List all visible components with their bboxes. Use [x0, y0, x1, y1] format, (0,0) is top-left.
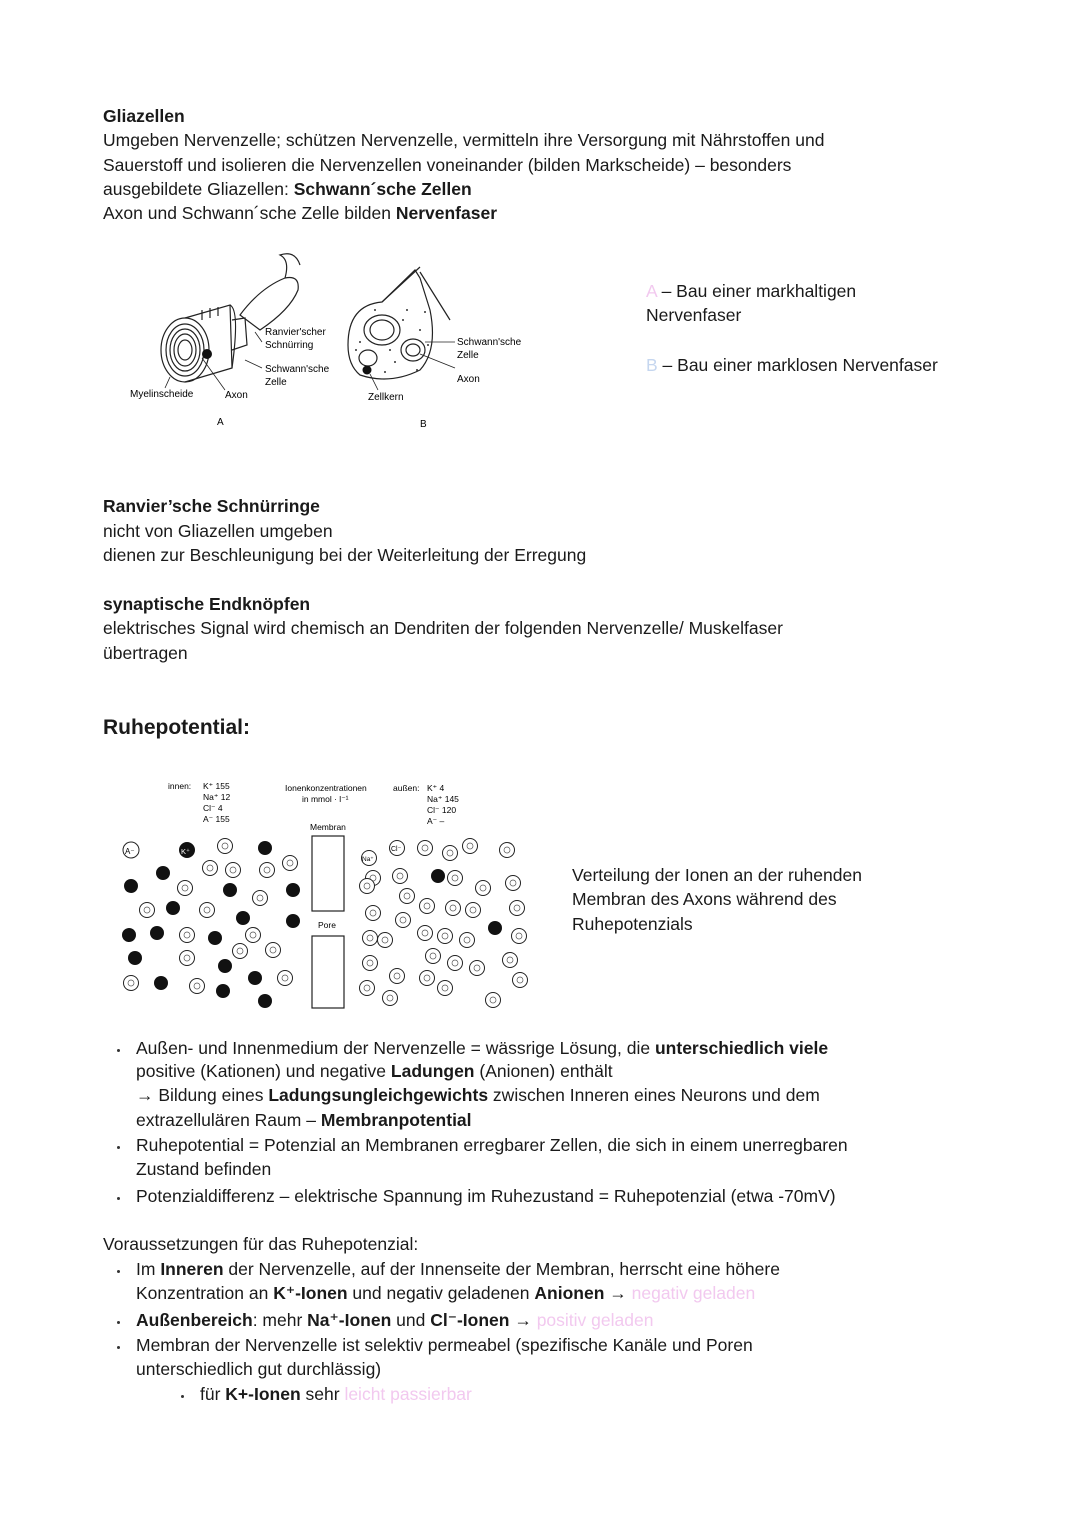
- chloride-ion: [426, 949, 441, 964]
- voraus-b2-bold3: Cl⁻-Ionen: [430, 1310, 510, 1330]
- voraus-b1-line-2: [136, 1281, 755, 1306]
- synapse-line-2: übertragen: [103, 643, 188, 663]
- aussen-k: K⁺ 4: [427, 783, 445, 793]
- voraus-b1-l2-pink: negativ geladen: [631, 1283, 756, 1303]
- glia-line-4: [103, 201, 497, 226]
- anion: [233, 944, 248, 959]
- voraus-b1-l1-bold: Inneren: [160, 1259, 224, 1279]
- label-schwann-b-1: Schwann'sche: [457, 337, 522, 348]
- chloride-ion: [506, 876, 521, 891]
- bullet1-line-2-text: positive (Kationen) und negative: [136, 1061, 391, 1081]
- potassium-ion: [286, 883, 300, 897]
- pore-label: Pore: [318, 920, 336, 930]
- anion: [190, 979, 205, 994]
- ion-cl-sample: Cl⁻: [391, 846, 402, 853]
- sodium-ion: [418, 841, 433, 856]
- anion: [124, 976, 139, 991]
- chloride-ion: [463, 839, 478, 854]
- legend-a-line-1: [646, 279, 856, 304]
- sodium-ion: [180, 928, 195, 943]
- bullet1-line-1-bold: unterschiedlich viele: [654, 1038, 829, 1058]
- chloride-ion: [378, 933, 393, 948]
- innen-na: Na⁺ 12: [203, 792, 231, 802]
- innen-cl: Cl⁻ 4: [203, 803, 223, 813]
- legend-a-line-2: Nervenfaser: [646, 305, 742, 325]
- sodium-ion: [500, 843, 515, 858]
- ion-caption-2: Membran des Axons während des: [572, 889, 837, 909]
- voraus-b1-line-1: [136, 1257, 780, 1282]
- bullet-dot: [117, 1270, 120, 1273]
- voraus-b1-l2-arrow: →: [604, 1283, 632, 1303]
- chloride-ion: [460, 933, 475, 948]
- bullet1-line-3-text: → Bildung eines: [136, 1085, 269, 1105]
- sodium-ion: [512, 929, 527, 944]
- voraus-b3-line-1: Membran der Nervenzelle ist selektiv permeabel (spezifische Kanäle und Poren: [136, 1335, 753, 1355]
- legend-a-letter: A: [646, 281, 657, 301]
- voraus-b2-arrow: →: [509, 1310, 537, 1330]
- voraus-b4-pre: für: [200, 1384, 226, 1404]
- chloride-ion: [476, 881, 491, 896]
- potassium-ion: [128, 951, 142, 965]
- bullet1-line-3-bold: Ladungsungleichgewichts: [268, 1085, 489, 1105]
- potassium-ion: [236, 911, 250, 925]
- ion-k-sample: K⁺: [181, 847, 190, 856]
- ion-caption-3: Ruhepotenzials: [572, 914, 693, 934]
- voraus-b1-l1-pre: Im: [136, 1259, 161, 1279]
- section-title-ruhepotential: Ruhepotential:: [103, 716, 250, 739]
- potassium-ion: [154, 976, 168, 990]
- legend-a-text: – Bau einer markhaltigen: [656, 281, 857, 301]
- sodium-ion: [470, 961, 485, 976]
- sodium-ion: [266, 943, 281, 958]
- potassium-ion: [124, 879, 138, 893]
- nerve-fiber-figure: [120, 250, 540, 440]
- aussen-a: A⁻ –: [427, 816, 445, 826]
- glia-line-3-text: ausgebildete Gliazellen:: [103, 179, 294, 199]
- potassium-ion: [431, 869, 445, 883]
- section-title-gliazellen: Gliazellen: [103, 106, 185, 126]
- label-a: A: [217, 417, 224, 428]
- voraus-b1-l2-bold2: Anionen: [534, 1283, 605, 1303]
- chloride-ion: [393, 869, 408, 884]
- glia-line-3-bold: Schwann´sche Zellen: [293, 179, 472, 199]
- chloride-ion: [420, 899, 435, 914]
- voraus-b2-line: [136, 1308, 653, 1333]
- voraus-b4-line: [200, 1382, 472, 1407]
- glia-line-4-text: Axon und Schwann´sche Zelle bilden: [103, 203, 396, 223]
- figure-b-drawing: [348, 267, 450, 379]
- bullet1-line-3-post: zwischen Inneren eines Neurons und dem: [488, 1085, 820, 1105]
- voraus-title: Voraussetzungen für das Ruhepotenzial:: [103, 1234, 419, 1254]
- voraus-b2-mid2: und: [391, 1310, 431, 1330]
- glia-line-2: Sauerstoff und isolieren die Nervenzellen voneinander (bilden Markscheide) – besonders: [103, 155, 792, 175]
- potassium-ion: [223, 883, 237, 897]
- membran-label: Membran: [310, 822, 346, 832]
- bullet1-line-4-text: extrazellulären Raum –: [136, 1110, 321, 1130]
- potassium-ion: [208, 931, 222, 945]
- figure-a-drawing: [161, 254, 300, 382]
- aussen-cl: Cl⁻ 120: [427, 805, 457, 815]
- bullet-dot: [117, 1049, 120, 1052]
- voraus-b4-bold: K+-Ionen: [225, 1384, 301, 1404]
- label-axon-a: Axon: [225, 390, 248, 401]
- label-ranvier-2: Schnürring: [265, 340, 314, 351]
- chloride-ion: [448, 871, 463, 886]
- label-b: B: [420, 419, 427, 430]
- label-myelinscheide: Myelinscheide: [130, 389, 194, 400]
- bullet2-line-1: Ruhepotential = Potenzial an Membranen erregbarer Zellen, die sich in einem unerregbaren: [136, 1135, 848, 1155]
- voraus-b4-pink: leicht passierbar: [344, 1384, 472, 1404]
- chloride-ion: [400, 889, 415, 904]
- bullet1-line-1-text: Außen- und Innenmedium der Nervenzelle = wässrige Lösung, die: [136, 1038, 655, 1058]
- anion: [246, 928, 261, 943]
- bullet1-line-2-post: (Anionen) enthält: [474, 1061, 613, 1081]
- label-schwann-a-2: Zelle: [265, 377, 287, 388]
- potassium-ion: [156, 866, 170, 880]
- sodium-ion: [503, 953, 518, 968]
- chloride-ion: [366, 906, 381, 921]
- anion: [180, 951, 195, 966]
- voraus-b1-l1-post: der Nervenzelle, auf der Innenseite der Membran, herrscht eine höhere: [223, 1259, 780, 1279]
- label-schwann-a-1: Schwann'sche: [265, 364, 330, 375]
- section-title-ranvier: Ranvier’sche Schnürringe: [103, 496, 320, 516]
- bullet3-line-1: Potenzialdifferenz – elektrische Spannung im Ruhezustand = Ruhepotenzial (etwa -70mV): [136, 1186, 836, 1206]
- section-title-synapse: synaptische Endknöpfen: [103, 594, 311, 614]
- bullet1-line-3: [136, 1083, 820, 1108]
- label-ranvier-1: Ranvier'scher: [265, 327, 326, 338]
- sodium-ion: [363, 956, 378, 971]
- aussen-label: außen:: [393, 783, 420, 793]
- chloride-ion: [418, 926, 433, 941]
- potassium-ion: [166, 901, 180, 915]
- bullet1-line-1: [136, 1036, 828, 1061]
- anion: [140, 903, 155, 918]
- sodium-ion: [438, 981, 453, 996]
- potassium-ion: [248, 971, 262, 985]
- anion: [283, 856, 298, 871]
- potassium-ion: [218, 959, 232, 973]
- potassium-ion: [150, 926, 164, 940]
- voraus-b1-l2-mid: und negativ geladenen: [347, 1283, 535, 1303]
- innen-label: innen:: [168, 781, 192, 791]
- bullet1-line-4-bold: Membranpotential: [320, 1110, 472, 1130]
- ion-caption-1: Verteilung der Ionen an der ruhenden: [572, 865, 862, 885]
- voraus-b3-line-2: unterschiedlich gut durchlässig): [136, 1359, 382, 1379]
- voraus-b2-bold1: Außenbereich: [136, 1310, 253, 1330]
- label-axon-b: Axon: [457, 374, 480, 385]
- chloride-ion: [513, 973, 528, 988]
- chloride-ion: [360, 879, 375, 894]
- ions-inside: [122, 839, 300, 1009]
- potassium-ion: [258, 994, 272, 1008]
- sodium-ion: [396, 913, 411, 928]
- ion-distribution-figure: [115, 778, 545, 1018]
- bullet1-line-4: [136, 1108, 472, 1133]
- chloride-ion: [466, 903, 481, 918]
- sodium-ion: [383, 991, 398, 1006]
- synapse-line-1: elektrisches Signal wird chemisch an Dendriten der folgenden Nervenzelle/ Muskelfaser: [103, 618, 783, 638]
- legend-b-text: – Bau einer marklosen Nervenfaser: [657, 355, 938, 375]
- ion-a-sample: A⁻: [125, 847, 135, 856]
- membrane-lower: [312, 936, 344, 1008]
- glia-line-4-bold: Nervenfaser: [395, 203, 497, 223]
- potassium-ion: [286, 914, 300, 928]
- chloride-ion: [486, 993, 501, 1008]
- bullet1-line-2: [136, 1059, 613, 1084]
- chloride-ion: [446, 901, 461, 916]
- bullet-dot: [117, 1346, 120, 1349]
- legend-b-letter: B: [646, 355, 658, 375]
- ranvier-line-2: dienen zur Beschleunigung bei der Weiterleitung der Erregung: [103, 545, 587, 565]
- aussen-na: Na⁺ 145: [427, 794, 459, 804]
- bullet2-line-2: Zustand befinden: [136, 1159, 272, 1179]
- voraus-b1-l2-pre: Konzentration an: [136, 1283, 274, 1303]
- anion: [253, 891, 268, 906]
- legend-b-line: [646, 353, 938, 378]
- conc-label-2: in mmol · l⁻¹: [302, 794, 349, 804]
- bullet-dot: [181, 1395, 184, 1398]
- bullet-dot: [117, 1197, 120, 1200]
- ions-outside: [360, 839, 528, 1008]
- label-schwann-b-2: Zelle: [457, 350, 479, 361]
- sodium-ion: [226, 863, 241, 878]
- voraus-b2-bold2: Na⁺-Ionen: [307, 1310, 392, 1330]
- voraus-b1-l2-bold1: K⁺-Ionen: [273, 1283, 348, 1303]
- chloride-ion: [390, 969, 405, 984]
- voraus-b4-mid: sehr: [300, 1384, 345, 1404]
- bullet-dot: [117, 1321, 120, 1324]
- label-zellkern: Zellkern: [368, 392, 404, 403]
- glia-line-3: [103, 177, 472, 202]
- potassium-ion: [122, 928, 136, 942]
- sodium-ion: [448, 956, 463, 971]
- ion-na-sample: Na⁺: [362, 856, 374, 863]
- chloride-ion: [360, 981, 375, 996]
- potassium-ion: [216, 984, 230, 998]
- conc-label-1: Ionenkonzentrationen: [285, 783, 367, 793]
- chloride-ion: [363, 931, 378, 946]
- chloride-ion: [510, 901, 525, 916]
- anion: [260, 863, 275, 878]
- voraus-b2-pink: positiv geladen: [536, 1310, 654, 1330]
- anion: [203, 861, 218, 876]
- anion: [200, 903, 215, 918]
- potassium-ion: [258, 841, 272, 855]
- chloride-ion: [420, 971, 435, 986]
- innen-a: A⁻ 155: [203, 814, 230, 824]
- anion: [178, 881, 193, 896]
- potassium-ion: [488, 921, 502, 935]
- voraus-b2-mid1: : mehr: [252, 1310, 308, 1330]
- bullet1-line-2-bold: Ladungen: [390, 1061, 475, 1081]
- glia-line-1: Umgeben Nervenzelle; schützen Nervenzelle, vermitteln ihre Versorgung mit Nährstoffen und: [103, 130, 825, 150]
- anion: [218, 839, 233, 854]
- chloride-ion: [438, 929, 453, 944]
- anion: [278, 971, 293, 986]
- bullet-dot: [117, 1146, 120, 1149]
- ranvier-line-1: nicht von Gliazellen umgeben: [103, 521, 333, 541]
- chloride-ion: [443, 846, 458, 861]
- innen-k: K⁺ 155: [203, 781, 230, 791]
- membrane-upper: [312, 836, 344, 911]
